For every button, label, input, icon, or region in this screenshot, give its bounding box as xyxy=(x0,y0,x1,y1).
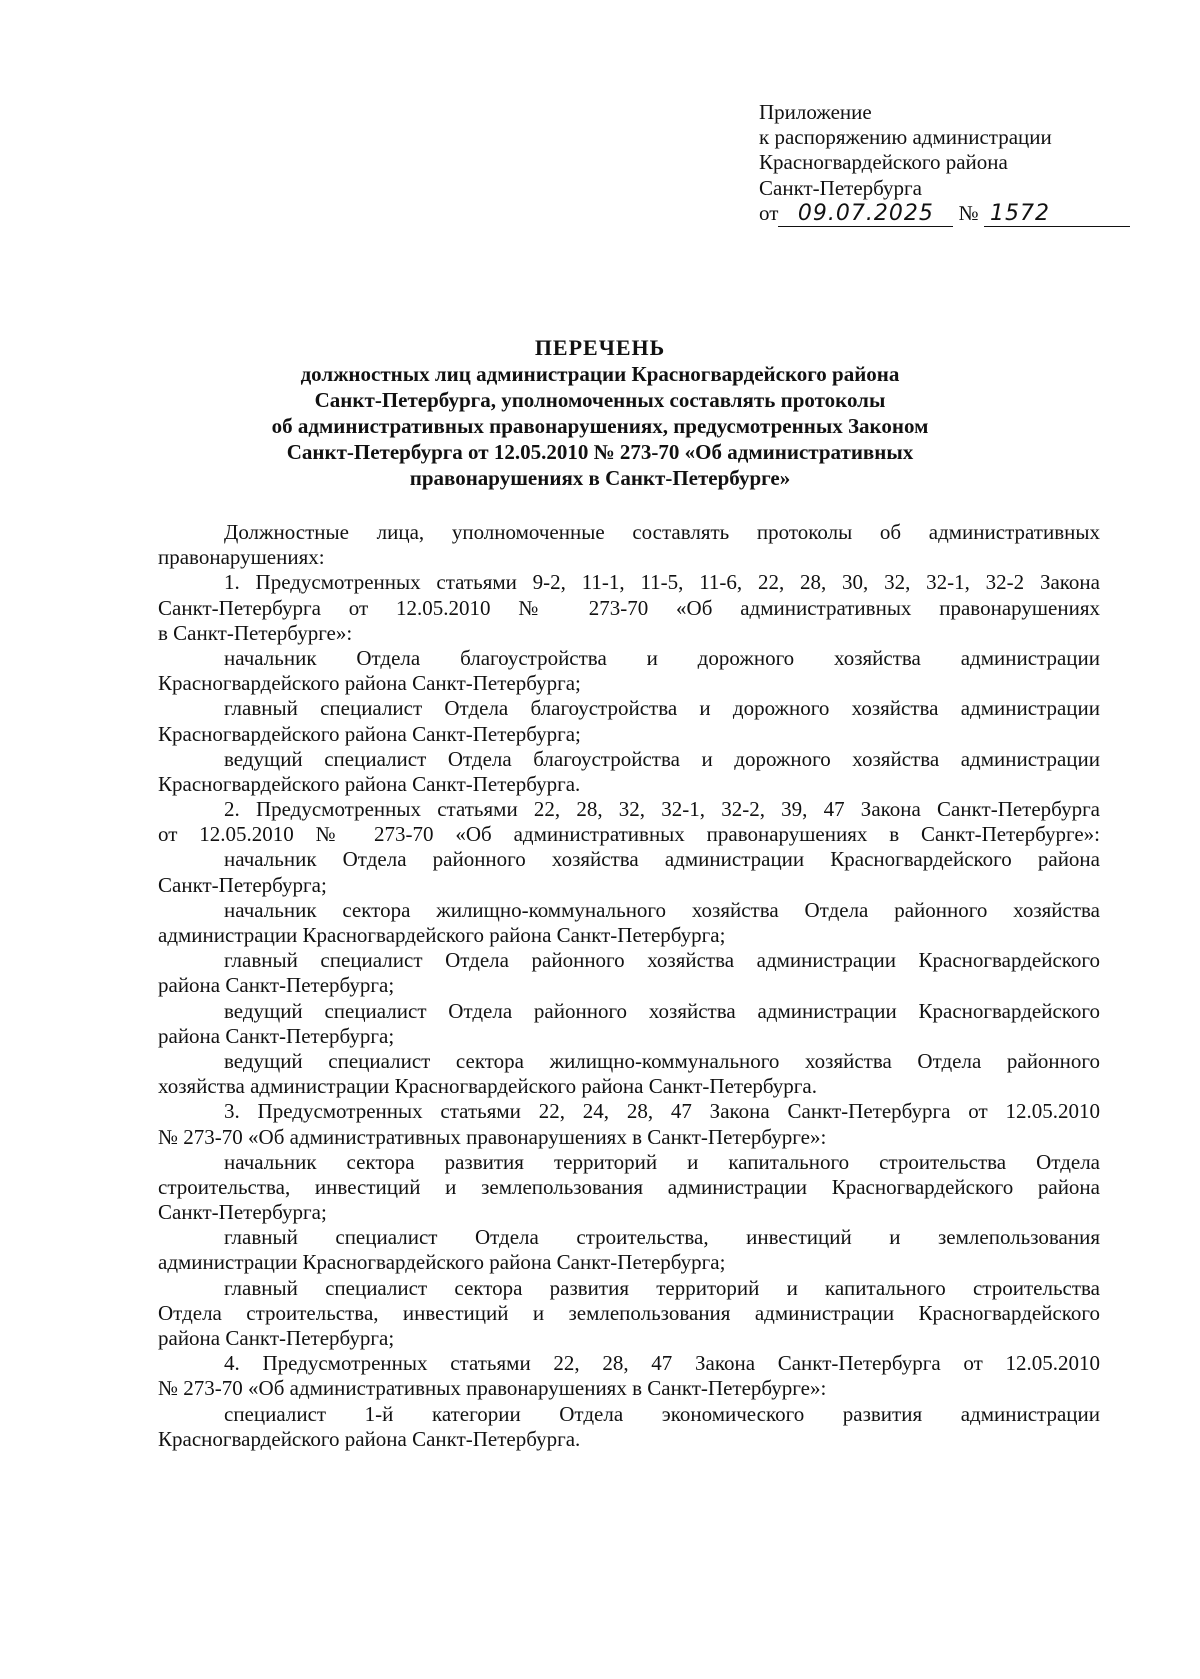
document-body xyxy=(158,520,1100,1452)
handwritten-date: 09.07.2025 xyxy=(797,200,934,226)
body-line: Отдела строительства, инвестиций и землепользования администрации Красногвардейского xyxy=(158,1300,1100,1325)
body-line: начальник сектора жилищно-коммунального хозяйства Отдела районного хозяйства xyxy=(224,897,1100,922)
body-line: ведущий специалист сектора жилищно-коммунального хозяйства Отдела районного xyxy=(224,1048,1100,1073)
date-number-row xyxy=(759,201,1130,231)
body-line: 3. Предусмотренных статьями 22, 24, 28, 47 Закона Санкт-Петербурга от 12.05.2010 xyxy=(224,1099,1100,1124)
body-line: администрации Красногвардейского района Санкт-Петербурга; xyxy=(158,1250,726,1275)
body-line: 1. Предусмотренных статьями 9-2, 11-1, 11-5, 11-6, 22, 28, 30, 32, 32-1, 32-2 Закона xyxy=(224,570,1100,595)
title-heading: ПЕРЕЧЕНЬ xyxy=(534,335,666,360)
body-line: № 273-70 «Об административных правонарушениях в Санкт-Петербурге»: xyxy=(158,1124,827,1149)
title-line: Санкт-Петербурга от 12.05.2010 № 273-70 «Об административных xyxy=(286,440,914,464)
title-line: Санкт-Петербурга, уполномоченных составлять протоколы xyxy=(314,388,886,412)
number-label: № xyxy=(958,200,979,225)
date-field xyxy=(778,201,953,227)
body-line: Санкт-Петербурга от 12.05.2010 № 273-70 «Об административных правонарушениях xyxy=(158,595,1100,620)
body-line: от 12.05.2010 № 273-70 «Об административных правонарушениях в Санкт-Петербурге»: xyxy=(158,822,1100,847)
body-line: ведущий специалист Отдела районного хозяйства администрации Красногвардейского xyxy=(224,998,1100,1023)
body-line: района Санкт-Петербурга; xyxy=(158,973,395,998)
title-line: должностных лиц администрации Красногвардейского района xyxy=(300,362,900,386)
body-line: главный специалист сектора развития территорий и капитального строительства xyxy=(224,1275,1100,1300)
body-line: ведущий специалист Отдела благоустройства и дорожного хозяйства администрации xyxy=(224,746,1100,771)
body-line: главный специалист Отдела районного хозяйства администрации Красногвардейского xyxy=(224,948,1100,973)
body-line: № 273-70 «Об административных правонарушениях в Санкт-Петербурге»: xyxy=(158,1376,827,1401)
body-line: района Санкт-Петербурга; xyxy=(158,1023,395,1048)
body-line: в Санкт-Петербурге»: xyxy=(158,620,353,645)
body-line: главный специалист Отдела благоустройства и дорожного хозяйства администрации xyxy=(224,696,1100,721)
body-line: главный специалист Отдела строительства, инвестиций и землепользования xyxy=(224,1225,1100,1250)
document-title xyxy=(210,335,990,491)
appendix-line: к распоряжению администрации xyxy=(759,125,1052,150)
body-line: Красногвардейского района Санкт-Петербурга. xyxy=(158,771,581,796)
body-line: начальник сектора развития территорий и капитального строительства Отдела xyxy=(224,1149,1100,1174)
title-line: правонарушениях в Санкт-Петербурге» xyxy=(409,466,791,490)
body-line: 4. Предусмотренных статьями 22, 28, 47 Закона Санкт-Петербурга от 12.05.2010 xyxy=(224,1351,1100,1376)
body-line: начальник Отдела районного хозяйства администрации Красногвардейского района xyxy=(224,847,1100,872)
body-line: администрации Красногвардейского района Санкт-Петербурга; xyxy=(158,923,726,947)
appendix-line: Санкт-Петербурга xyxy=(759,175,922,200)
body-line: Должностные лица, уполномоченные составлять протоколы об административных xyxy=(224,520,1100,544)
number-field xyxy=(984,201,1130,227)
body-line: начальник Отдела благоустройства и дорожного хозяйства администрации xyxy=(224,645,1100,670)
body-line: Красногвардейского района Санкт-Петербурга; xyxy=(158,721,581,746)
body-line: строительства, инвестиций и землепользования администрации Красногвардейского района xyxy=(158,1174,1100,1199)
body-line: 2. Предусмотренных статьями 22, 28, 32, 32-1, 32-2, 39, 47 Закона Санкт-Петербурга xyxy=(224,797,1100,822)
date-prefix: от xyxy=(759,200,779,225)
body-line: Санкт-Петербурга; xyxy=(158,872,327,897)
body-line: Санкт-Петербурга; xyxy=(158,1200,327,1225)
appendix-line: Приложение xyxy=(759,100,872,124)
body-line: Красногвардейского района Санкт-Петербурга. xyxy=(158,1426,581,1451)
body-line: Красногвардейского района Санкт-Петербурга; xyxy=(158,671,581,696)
body-line: хозяйства администрации Красногвардейского района Санкт-Петербурга. xyxy=(158,1074,817,1099)
body-line: района Санкт-Петербурга; xyxy=(158,1326,395,1350)
title-line: об административных правонарушениях, предусмотренных Законом xyxy=(271,414,929,438)
body-line: специалист 1-й категории Отдела экономического развития администрации xyxy=(224,1401,1100,1426)
handwritten-number: 1572 xyxy=(989,200,1050,226)
body-line: правонарушениях: xyxy=(158,545,325,570)
appendix-line: Красногвардейского района xyxy=(759,150,1008,175)
appendix-block xyxy=(759,100,1130,231)
